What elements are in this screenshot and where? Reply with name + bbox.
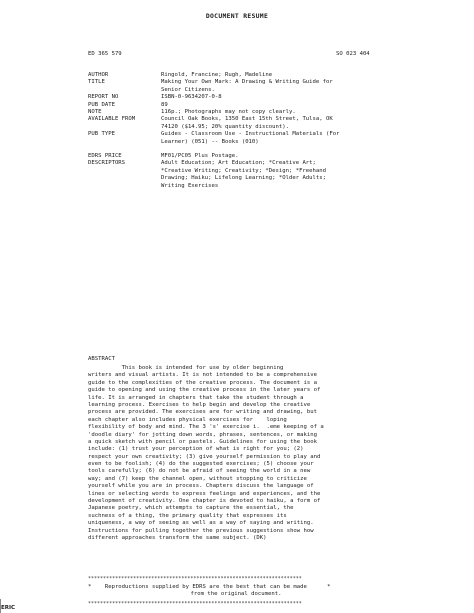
field-label: PUB TYPE	[88, 131, 115, 138]
abstract-line: lines or selecting words to express feelings and experiences, and the	[88, 490, 321, 497]
abstract-line: include: (1) trust your perception of what is right for you; (2)	[88, 446, 304, 453]
field-descriptors	[88, 160, 448, 190]
field-label: DESCRIPTORS	[88, 160, 126, 167]
field-title	[88, 79, 448, 94]
abstract-line: different approaches transform the same subject. (DK)	[88, 534, 267, 541]
field-value: 89	[161, 101, 168, 108]
so-number: SO 023 404	[336, 51, 370, 57]
abstract-line: a quick sketch with pencil or pastels. Guidelines for using the book	[88, 438, 318, 445]
field-value: Guides - Classroom Use - Instructional Materials (For Learner) (051) -- Books (010)	[161, 131, 340, 145]
abstract-line: tools carefully; (6) do not be afraid of seeing the world in a new	[88, 468, 311, 475]
abstract-line: flexibility of body and mind. The 3 's' exercise i. .eme keeping of a	[88, 424, 324, 431]
field-value: Adult Education; Art Education; *Creative Art; *Creative Writing; Creativity; *Design; *Freehand Drawing; Haiku; Lifelong Learning; *Older Adults; Writing Exercises	[161, 160, 327, 189]
eric-logo-icon	[1, 599, 15, 613]
field-label: EDRS PRICE	[88, 153, 122, 160]
reproduction-line-1: * Reproductions supplied by EDRS are the best that can be made *	[88, 584, 331, 590]
reproduction-notice	[88, 584, 384, 599]
reproduction-line-2: from the original document.	[190, 591, 282, 598]
spacer	[88, 146, 448, 153]
field-value: MF01/PC05 Plus Postage.	[161, 153, 239, 160]
abstract-label: ABSTRACT	[88, 356, 115, 362]
abstract-body	[88, 365, 388, 542]
field-value: ISBN-0-9634207-0-8	[161, 94, 222, 101]
field-edrs-price	[88, 153, 448, 160]
field-report-no	[88, 94, 448, 101]
dash-border-bottom: ***********************************************************************	[88, 601, 302, 607]
field-author	[88, 72, 448, 79]
field-note	[88, 109, 448, 116]
eric-logo-text: ERIC	[1, 605, 15, 611]
abstract-line: process are provided. The exercises are for writing and drawing, but	[88, 409, 318, 416]
field-label: AUTHOR	[88, 72, 109, 78]
abstract-line: each chapter also includes physical exercises for loping	[88, 416, 287, 423]
abstract-line: suchness of a thing, the primary quality that expresses its	[88, 512, 287, 519]
abstract-line: respect your own creativity; (3) give yourself permission to play and	[88, 453, 321, 460]
field-value: 116p.; Photographs may not copy clearly.	[161, 109, 296, 116]
abstract-line: life. It is arranged in chapters that take the student through a	[88, 394, 304, 401]
abstract-line: uniqueness, a way of seeing as well as a way of saying and writing.	[88, 520, 314, 527]
abstract-line: even to be foolish; (4) do the suggested exercises; (5) choose your	[88, 461, 314, 468]
field-value: Making Your Own Mark: A Drawing & Writing Guide for Senior Citizens.	[161, 79, 333, 93]
metadata-fields	[88, 72, 448, 190]
abstract-line: writers and visual artists. It is not intended to be a comprehensive	[88, 372, 318, 379]
field-label: PUB DATE	[88, 101, 115, 108]
ed-number: ED 365 579	[88, 51, 122, 57]
abstract-line: learning process. Exercises to help begin and develop the creative	[88, 401, 311, 408]
abstract-line: Japanese poetry, which attempts to capture the essential, the	[88, 505, 294, 512]
field-label: TITLE	[88, 79, 105, 86]
field-label: AVAILABLE FROM	[88, 116, 136, 123]
field-value: Council Oak Books, 1350 East 15th Street, Tulsa, OK 74120 ($14.95; 20% quantity discount).	[161, 116, 333, 130]
page-title: DOCUMENT RESUME	[205, 12, 269, 20]
field-label: REPORT NO	[88, 94, 119, 101]
abstract-line: Instructions for pulling together the previous suggestions show how	[88, 527, 314, 534]
field-available-from	[88, 116, 448, 131]
dash-border-top: ***********************************************************************	[88, 576, 302, 582]
abstract-line: guide to the complexities of the creative process. The document is a	[88, 379, 318, 386]
abstract-line: This book is intended for use by older beginning	[88, 365, 284, 371]
abstract-line: 'doodle diary' for jotting down words, phrases, sentences, or making	[88, 431, 318, 438]
field-label: NOTE	[88, 109, 102, 116]
field-value: Ringold, Francine; Rugh, Madeline	[161, 72, 273, 78]
field-pub-date	[88, 102, 448, 109]
abstract-line: development of creativity. One chapter is devoted to haiku, a form of	[88, 498, 321, 505]
abstract-line: way; and (7) keep the channel open, without stopping to criticize	[88, 475, 307, 482]
abstract-line: yourself while you are in process. Chapters discuss the language of	[88, 483, 314, 490]
abstract-line: guide to opening and using the creative process in the later years of	[88, 387, 321, 394]
field-pub-type	[88, 131, 448, 146]
